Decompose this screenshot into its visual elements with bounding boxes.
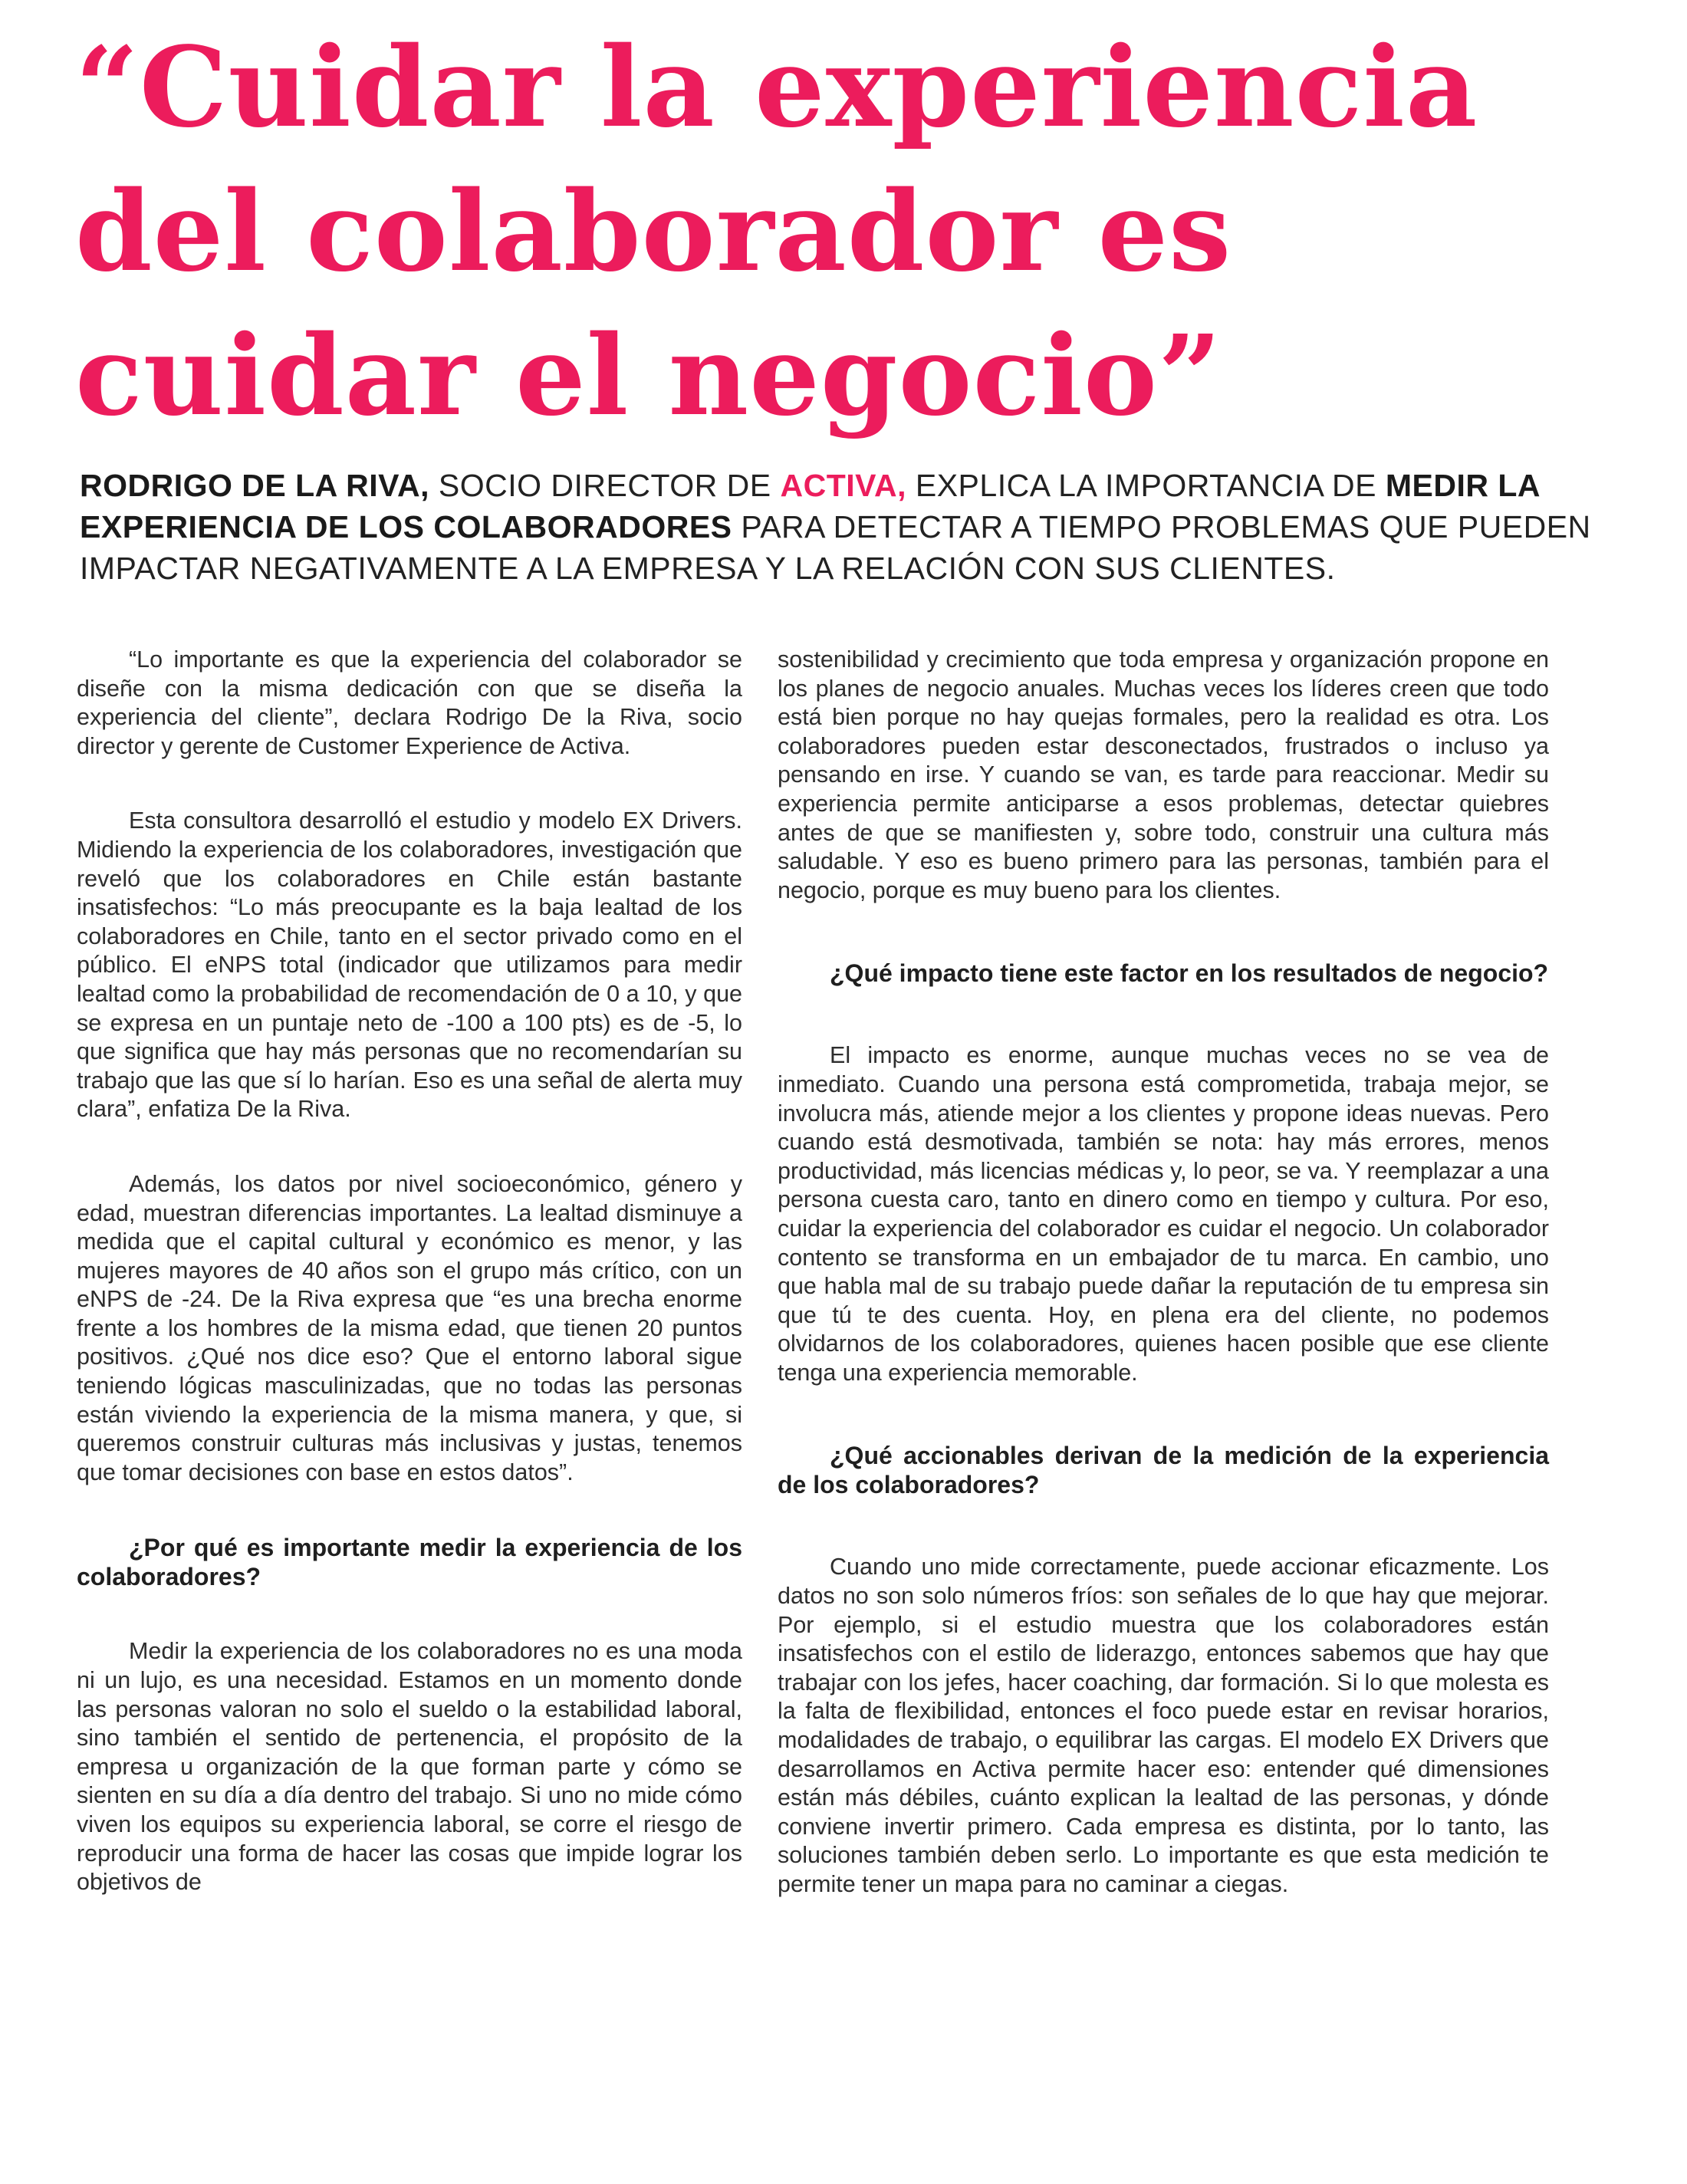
left-paragraph-2: Esta consultora desarrolló el estudio y modelo EX Drivers. Midiendo la experiencia de los colaboradores, investigación que reveló que los colaboradores en Chile están bastante insatisfechos: “Lo más preocupante es la baja lealtad de los colaboradores en Chile, tanto en el sector privado como en el público. El eNPS total (indicador que utilizamos para medir lealtad como la probabilidad de recomendación de 0 a 10, y que se expresa en un puntaje neto de -100 a 100 pts) es de -5, lo que significa que hay más personas que no recomendarían su trabajo que las que sí lo harían. Eso es una señal de alerta muy clara”, enfatiza De la Riva.	[77, 807, 742, 1123]
left-paragraph-1: “Lo importante es que la experiencia del colaborador se diseñe con la misma dedicación con que se diseña la experiencia del cliente”, declara Rodrigo De la Riva, socio director y gerente de Customer Experience de Activa.	[77, 646, 742, 759]
article-title: “Cuidar la experiencia del colaborador es cuidar el negocio”	[75, 22, 1478, 440]
right-column	[778, 646, 1549, 1899]
left-paragraph-4: Medir la experiencia de los colaboradores no es una moda ni un lujo, es una necesidad. Estamos en un momento donde las personas valoran no solo el sueldo o la estabilidad laboral, sino también el sentido de pertenencia, el propósito de la empresa u organización de la que forman parte y cómo se sienten en su día a día dentro del trabajo. Si uno no mide cómo viven los equipos su experiencia laboral, se corre el riesgo de reproducir una forma de hacer las cosas que impide lograr los objetivos de	[77, 1638, 742, 1896]
lede-company: ACTIVA,	[780, 468, 906, 503]
right-paragraph-1: sostenibilidad y crecimiento que toda empresa y organización propone en los planes de negocio anuales. Muchas veces los líderes creen que todo está bien porque no hay quejas formales, pero la realidad es otra. Los colaboradores pueden estar desconectados, frustrados o incluso ya pensando en irse. Y cuando se van, es tarde para reaccionar. Medir su experiencia permite anticiparse a esos problemas, detectar quiebres antes de que se manifiesten y, sobre todo, construir una cultura más saludable. Y eso es bueno primero para las personas, también para el negocio, porque es muy bueno para los clientes.	[778, 646, 1549, 903]
right-paragraph-3: Cuando uno mide correctamente, puede accionar eficazmente. Los datos no son solo números fríos: son señales de lo que hay que mejorar. Por ejemplo, si el estudio muestra que los colaboradores están insatisfechos con el estilo de liderazgo, entonces sabemos que hay que trabajar con los jefes, hacer coaching, dar formación. Si lo que molesta es la falta de flexibilidad, entonces el foco puede estar en revisar horarios, modalidades de trabajo, o equilibrar las cargas. El modelo EX Drivers que desarrollamos en Activa permite hacer eso: entender qué dimensiones están más débiles, cuánto explican la lealtad de las personas, y dónde conviene invertir primero. Cada empresa es distinta, por lo tanto, las soluciones también deben serlo. Lo importante es que esta medición te permite tener un mapa para no caminar a ciegas.	[778, 1554, 1549, 1897]
left-question-heading: ¿Por qué es importante medir la experiencia de los colaboradores?	[77, 1534, 742, 1591]
right-question-heading-1: ¿Qué impacto tiene este factor en los resultados de negocio?	[830, 959, 1549, 988]
left-paragraph-3: Además, los datos por nivel socioeconómico, género y edad, muestran diferencias importantes. La lealtad disminuye a medida que el capital cultural y económico es menor, y las mujeres mayores de 40 años son el grupo más crítico, con un eNPS de -24. De la Riva expresa que “es una brecha enorme frente a los hombres de la misma edad, que tienen 20 puntos positivos. ¿Qué nos dice eso? Que el entorno laboral sigue teniendo lógicas masculinizadas, que no todas las personas están viviendo la experiencia de la misma manera, y que, si queremos construir culturas más inclusivas y justas, tenemos que tomar decisiones con base en estos datos”.	[77, 1170, 742, 1485]
right-paragraph-2: El impacto es enorme, aunque muchas veces no se vea de inmediato. Cuando una persona está comprometida, trabaja mejor, se involucra más, atiende mejor a los clientes y propone ideas nuevas. Pero cuando está desmotivada, también se nota: hay más errores, menos productividad, más licencias médicas y, lo peor, se va. Y reemplazar a una persona cuesta caro, tanto en dinero como en tiempo y cultura. Por eso, cuidar la experiencia del colaborador es cuidar el negocio. Un colaborador contento se transforma en un embajador de tu marca. En cambio, uno que habla mal de su trabajo puede dañar la reputación de tu empresa sin que tú te des cuenta. Hoy, en plena era del cliente, no podemos olvidarnos de los colaboradores, quienes hacen posible que ese cliente tenga una experiencia memorable.	[778, 1042, 1549, 1386]
lede-text-1: SOCIO DIRECTOR DE	[429, 468, 781, 503]
lede-text-2: EXPLICA LA IMPORTANCIA DE	[906, 468, 1386, 503]
right-question-heading-2: ¿Qué accionables derivan de la medición de la experiencia de los colaboradores?	[778, 1442, 1549, 1499]
left-column	[77, 646, 742, 1897]
lede-highlight: MEDIR LA EXPERIENCIA DE LOS COLABORADORES	[80, 468, 1540, 544]
lede-text-3: PARA DETECTAR A TIEMPO PROBLEMAS QUE PUEDEN IMPACTAR NEGATIVAMENTE A LA EMPRESA Y LA RELACIÓN CON SUS CLIENTES.	[80, 509, 1591, 586]
article-lede	[80, 465, 1598, 589]
lede-author: RODRIGO DE LA RIVA,	[80, 468, 429, 503]
